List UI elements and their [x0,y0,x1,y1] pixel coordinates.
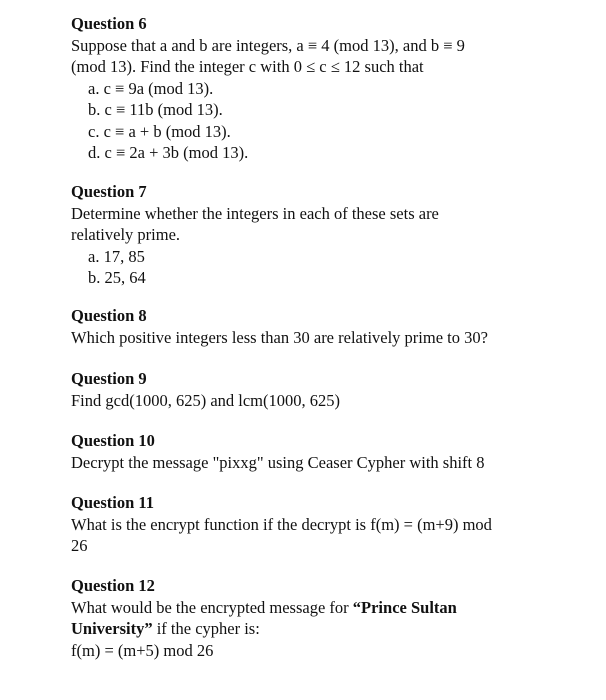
question-6 [71,13,541,164]
question-7 [71,181,541,289]
question-text-line: Find gcd(1000, 625) and lcm(1000, 625) [71,390,341,410]
option-item: b. c ≡ 11b (mod 13). [88,100,223,119]
option-item: b. 25, 64 [88,268,146,287]
question-text-line: Which positive integers less than 30 are relatively prime to 30? [71,327,488,347]
question-title: Question 10 [71,431,155,450]
question-title: Question 11 [71,493,154,512]
question-text-line [71,618,541,640]
question-12 [71,575,541,661]
options-list [71,246,541,289]
bold-text-span: University” [71,619,153,638]
option-item: c. c ≡ a + b (mod 13). [88,121,231,141]
question-text-line: What is the encrypt function if the decrypt is f(m) = (m+9) mod [71,514,492,534]
question-title: Question 12 [71,576,155,595]
question-title: Question 6 [71,14,147,33]
question-text-line: f(m) = (m+5) mod 26 [71,640,214,660]
question-10 [71,430,541,473]
question-text-line [71,597,541,619]
text-span: What would be the encrypted message for [71,597,353,617]
question-text-line: relatively prime. [71,225,181,244]
options-list [71,78,541,164]
bold-text-span: “Prince Sultan [352,597,457,617]
question-title: Question 8 [71,306,147,325]
question-text-line: (mod 13). Find the integer c with 0 ≤ c ≤ 12 such that [71,57,424,76]
question-text-line: 26 [71,536,88,555]
text-span: if the cypher is: [152,619,260,638]
question-text-line: Suppose that a and b are integers, a ≡ 4 (mod 13), and b ≡ 9 [71,35,465,55]
question-11 [71,492,541,557]
question-text-line: Decrypt the message "pixxg" using Ceaser Cypher with shift 8 [71,452,485,472]
question-9 [71,368,541,411]
question-title: Question 9 [71,369,147,388]
option-item: a. 17, 85 [88,246,145,266]
question-title: Question 7 [71,182,147,201]
question-text-line: Determine whether the integers in each of these sets are [71,203,439,223]
option-item: d. c ≡ 2a + 3b (mod 13). [88,143,249,162]
question-8 [71,305,541,348]
option-item: a. c ≡ 9a (mod 13). [88,78,214,98]
